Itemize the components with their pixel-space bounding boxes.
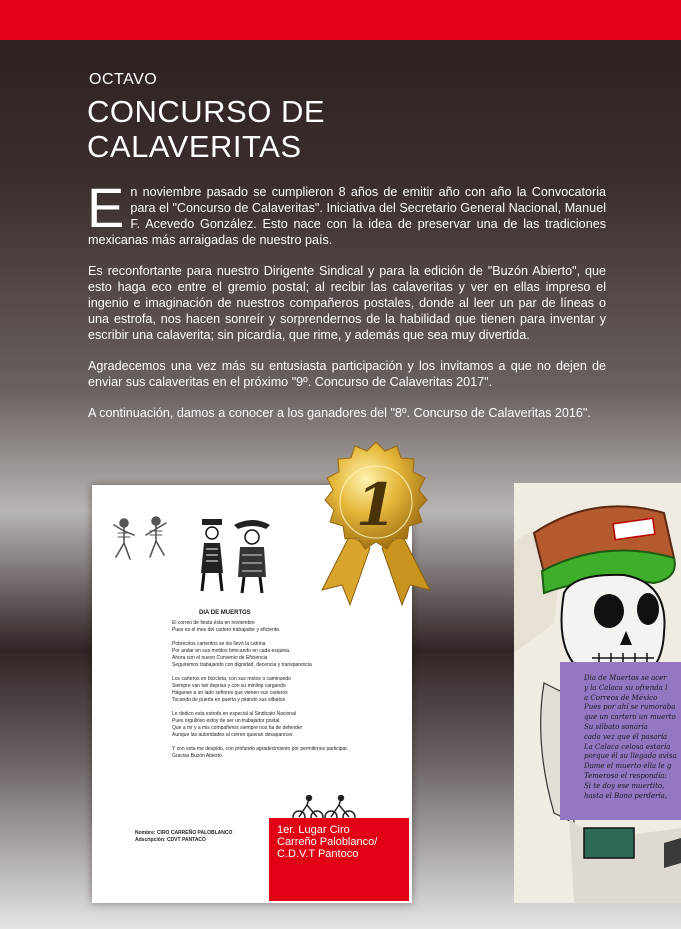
poem-stanza-4 (172, 711, 402, 739)
caption-line-3: C.D.V.T Pantoco (277, 848, 359, 860)
poem-line: Ahora con el nuevo Convenio de Eficiencia (172, 655, 268, 661)
handwritten-line: a Correos de México (584, 693, 658, 702)
poem-line: Seguiremos trabajando con dignidad, decencia y transparencia (172, 662, 312, 668)
title-line-1: CONCURSO DE (87, 94, 326, 129)
poem-line: Que a mí y a mis compañeros siempre nos ha de defender (172, 725, 303, 731)
first-place-medal-icon (312, 440, 440, 610)
caption-line-1: 1er. Lugar Ciro (277, 824, 350, 836)
title-line-2: CALAVERITAS (87, 129, 302, 164)
poem-line: Siempre van tan deprisa y con su minilop cargando (172, 683, 286, 689)
poem-title: DIA DE MUERTOS (199, 610, 251, 616)
posada-skeleton-engraving-2 (232, 515, 272, 595)
handwritten-line: Dia de Muertos se acer (584, 674, 667, 682)
paragraph-3: Agradecemos una vez más su entusiasta participación y los invitamos a que no dejen de enviar sus calaveritas en el próximo "9º. Concurso de Calaveritas 2017". (88, 359, 606, 389)
poem-stanza-5 (172, 746, 402, 760)
medal-number: 1 (355, 471, 397, 539)
handwritten-line: y la Calaca su ofrenda l (584, 683, 668, 692)
paragraph-4: A continuación, damos a conocer a los ganadores del "8º. Concurso de Calaveritas 2016". (88, 406, 591, 420)
page-title (87, 94, 325, 164)
paragraph-1 (87, 176, 606, 248)
poem-stanza-3 (172, 676, 402, 704)
handwritten-line: Si te doy ese muertito, (584, 781, 665, 790)
dancing-skeletons-illustration (106, 513, 186, 573)
poem-line: Le dedico esta estrofa en especial al Sindicato Nacional (172, 711, 296, 717)
handwritten-line: La Calaca celosa estaría (584, 742, 671, 751)
handwritten-poem (584, 674, 681, 801)
poem-line: Aunque las autoridades al correo quieran desaparecer. (172, 732, 294, 738)
poem-line: Tocando de puerta en puerta y pitando sus silbatos (172, 697, 286, 703)
drop-cap: E (87, 176, 125, 239)
handwritten-line: cada vez que él pasaría (584, 732, 668, 741)
paragraph-2: Es reconfortante para nuestro Dirigente Sindical y para la edición de "Buzón Abierto", que esto haga eco entre el gremio postal; al recibir las calaveritas y ver en ellas impreso el ingenio e imaginación de nuestros compañeros postales, donde al leer un par de líneas o una estrofa, nos hacen sonreír y sorprendernos de la habilidad que tienen para inventar y escribir una calaverita; sin picardía, que rime, y además que sea muy divertida. (88, 264, 606, 342)
handwritten-line: Dame el muerto ella le g (584, 762, 672, 771)
article-body (87, 176, 606, 436)
poem-stanza-2 (172, 641, 402, 669)
poem-line: El correo de fiesta ésta en noviembre (172, 620, 255, 626)
handwritten-line: Temeroso el respondía: (584, 771, 667, 780)
participant-info (135, 830, 232, 844)
posada-skeleton-engraving-1 (196, 515, 228, 595)
poem-line: Pues orgulloso estoy de ser un trabajador postal. (172, 718, 281, 724)
poem-text (172, 620, 402, 767)
poem-line: Por andar en sus motitos brincando en cada esquina. (172, 648, 291, 654)
poem-line: Gracias Buzón Abierto. (172, 753, 224, 759)
poem-line: Los carteros en bicicleta, con sus motos o caminando (172, 676, 291, 682)
first-place-caption (269, 818, 409, 901)
poem-line: Pobrecitos carteritos se los llevó la catrina (172, 641, 266, 647)
handwritten-line: que un cartero un muerto (584, 713, 676, 722)
section-kicker: OCTAVO (89, 71, 158, 88)
poem-line: Pues es el mes del cartero trabajador y eficiente. (172, 627, 281, 633)
poem-line: Y con esta me despido, con profundo agradecimiento por permitirnos participar. (172, 746, 349, 752)
top-red-bar (0, 0, 681, 40)
handwritten-line: Su silbato sonaría (584, 722, 648, 731)
poem-line: Háganse a un lado señores que vienen sus carteros (172, 690, 288, 696)
handwritten-line: Pues por ahí se rumoraba (584, 703, 676, 712)
caption-line-2: Carreño Paloblanco/ (277, 836, 378, 848)
participant-adscription: Adscripción: CDVT PANTACO (135, 837, 206, 843)
paragraph-1-text: n noviembre pasado se cumplieron 8 años de emitir año con año la Convocatoria para el "Concurso de Calaveritas". Iniciativa del Secretario General Nacional, Manuel F. Acevedo González. Esto nace con la idea de preservar una de las tradiciones mexicanas más arraigadas de nuestro país. (88, 185, 606, 247)
handwritten-line: hasta el Bono perdería, (584, 791, 667, 800)
participant-name: Nombre: CIRO CARREÑO PALOBLANCO (135, 830, 233, 836)
handwritten-line: porque él su llegada avisa (584, 752, 677, 761)
poem-stanza-1 (172, 620, 402, 634)
